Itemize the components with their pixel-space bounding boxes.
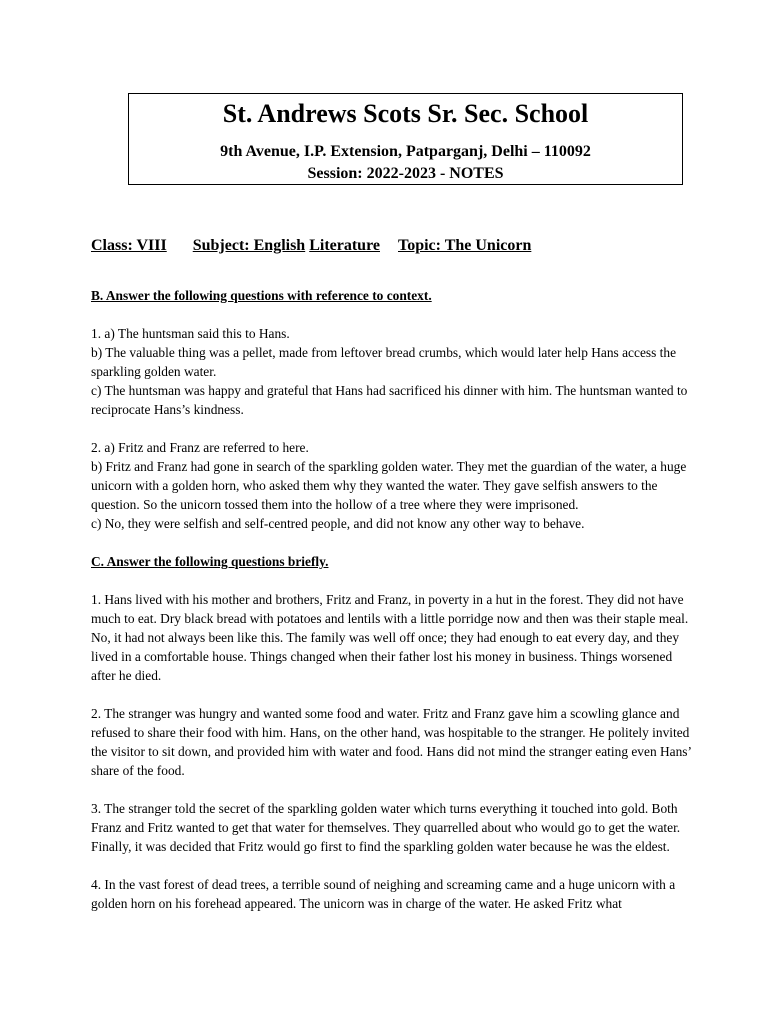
class-info-line: [91, 237, 531, 255]
subject-suffix: Literature: [309, 237, 380, 254]
notes-content: [91, 286, 691, 913]
school-address: 9th Avenue, I.P. Extension, Patparganj, Delhi – 110092: [220, 143, 591, 160]
answer-c1: 1. Hans lived with his mother and brothers, Fritz and Franz, in poverty in a hut in the forest. They did not have much to eat. Dry black bread with potatoes and lentils with a little porridge now and then was their staple meal. No, it had not always been like this. The family was well off once; they had enough to eat every day, and they lived in a comfortable house. Things changed when their father lost his money in business. Things worsened after he died.: [91, 592, 689, 683]
answer-b2a: 2. a) Fritz and Franz are referred to here.: [91, 440, 309, 455]
class-label: Class: VIII: [91, 237, 167, 254]
session-line: Session: 2022-2023 - NOTES: [307, 165, 504, 182]
section-b-heading: B. Answer the following questions with reference to context.: [91, 288, 432, 303]
answer-c4: 4. In the vast forest of dead trees, a terrible sound of neighing and screaming came and a huge unicorn with a golden horn on his forehead appeared. The unicorn was in charge of the water. He asked Fritz what: [91, 877, 676, 911]
school-header-box: [128, 93, 683, 185]
section-c-heading: C. Answer the following questions briefly.: [91, 554, 329, 569]
answer-b1b: b) The valuable thing was a pellet, made from leftover bread crumbs, which would later help Hans access the sparkling golden water.: [91, 345, 677, 379]
answer-b2c: c) No, they were selfish and self-centred people, and did not know any other way to behave.: [91, 516, 585, 531]
topic-label: Topic: The Unicorn: [398, 237, 532, 254]
answer-b1a: 1. a) The huntsman said this to Hans.: [91, 326, 290, 341]
answer-b2b: b) Fritz and Franz had gone in search of the sparkling golden water. They met the guardian of the water, a huge unicorn with a golden horn, who asked them why they wanted the water. They gave selfish answers to the question. So the unicorn tossed them into the hollow of a tree where they were imprisoned.: [91, 459, 687, 512]
answer-c2: 2. The stranger was hungry and wanted some food and water. Fritz and Franz gave him a scowling glance and refused to share their food with him. Hans, on the other hand, was hospitable to the stranger. He politely invited the visitor to sit down, and provided him with water and food. Hans did not mind the stranger eating even Hans’ share of the food.: [91, 706, 691, 778]
school-name: St. Andrews Scots Sr. Sec. School: [222, 99, 589, 128]
subject-label: Subject: English: [192, 237, 306, 254]
answer-b1c: c) The huntsman was happy and grateful that Hans had sacrificed his dinner with him. The huntsman wanted to reciprocate Hans’s kindness.: [91, 383, 688, 417]
answer-c3: 3. The stranger told the secret of the sparkling golden water which turns everything it touched into gold. Both Franz and Fritz wanted to get that water for themselves. They quarrelled about who would go to get the water. Finally, it was decided that Fritz would go first to find the sparkling golden water because he was the eldest.: [91, 801, 681, 854]
